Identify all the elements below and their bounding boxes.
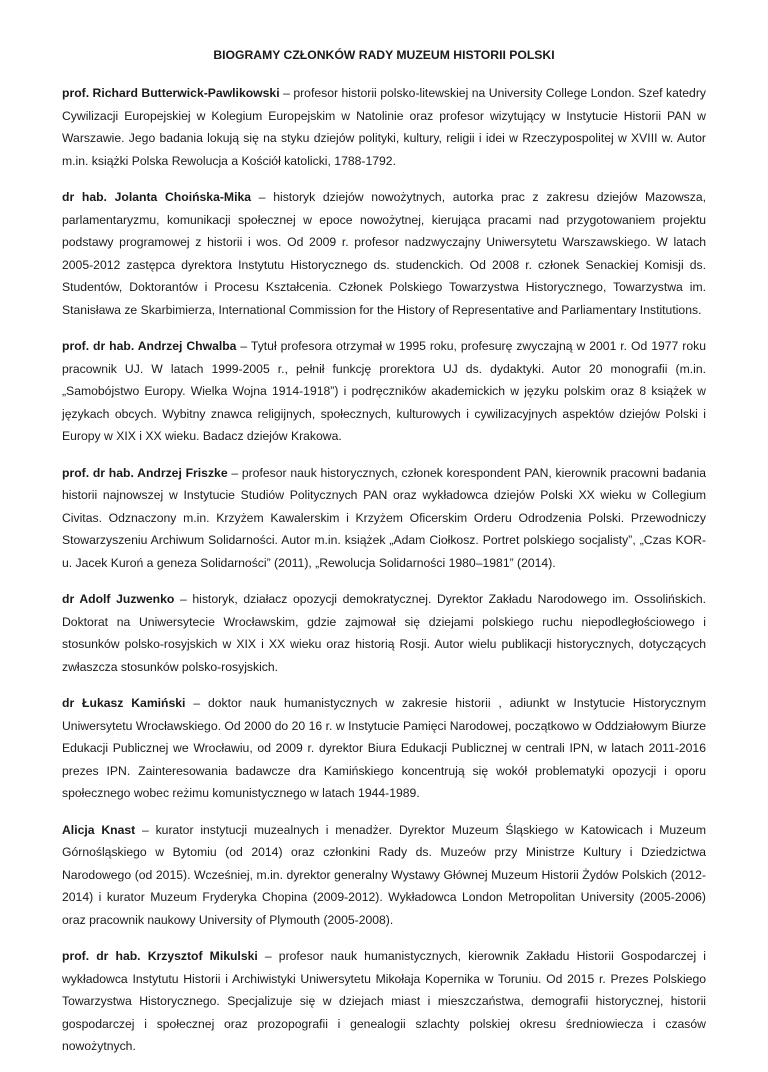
bio-text: – profesor nauk humanistycznych, kierownik Zakładu Historii Gospodarczej i wykładowca Instytutu Historii i Archiwistyki Uniwersytetu Mikołaja Kopernika w Toruniu. Od 2015 r. Prezes Polskiego Towarzystwa Historycznego. Specjalizuje się w dziejach miast i mieszczaństwa, demografii historycznej, historii gospodarczej i społecznej oraz prozopografii i genealogii szlachty polskiej okresu średniowiecza i czasów nowożytnych.	[62, 949, 706, 1053]
bio-text: – kurator instytucji muzealnych i menadżer. Dyrektor Muzeum Śląskiego w Katowicach i Muzeum Górnośląskiego w Bytomiu (od 2014) oraz członkini Rady ds. Muzeów przy Ministrze Kultury i Dziedzictwa Narodowego (od 2015). Wcześniej, m.in. dyrektor generalny Wystawy Głównej Muzeum Historii Żydów Polskich (2012-2014) i kurator Muzeum Fryderyka Chopina (2009-2012). Wykładowca London Metropolitan University (2005-2006) oraz pracownik naukowy University of Plymouth (2005-2008).	[62, 822, 706, 927]
bio-text: – profesor nauk historycznych, członek korespondent PAN, kierownik pracowni badania historii najnowszej w Instytucie Studiów Politycznych PAN oraz wykładowca dziejów Polski XX wieku w Collegium Civitas. Odznaczony m.in. Krzyżem Kawalerskim i Krzyżem Oficerskim Orderu Odrodzenia Polski. Przewodniczy Stowarzyszeniu Archiwum Solidarności. Autor m.in. książek „Adam Ciołkosz. Portret polskiego socjalisty”, „Czas KOR-u. Jacek Kuroń a geneza Solidarności” (2011), „Rewolucja Solidarności 1980–1981” (2014).	[62, 465, 706, 570]
bio-paragraph-knast	[62, 819, 706, 932]
bio-paragraph-choinska-mika	[62, 186, 706, 321]
bio-paragraph-butterwick	[62, 82, 706, 172]
bio-name: prof. Richard Butterwick-Pawlikowski	[62, 86, 280, 100]
bio-name: prof. dr hab. Krzysztof Mikulski	[62, 949, 258, 963]
bio-paragraph-kaminski	[62, 692, 706, 805]
bio-paragraph-friszke	[62, 462, 706, 575]
bio-name: dr Adolf Juzwenko	[62, 592, 175, 606]
document-title: BIOGRAMY CZŁONKÓW RADY MUZEUM HISTORII POLSKI	[213, 48, 555, 62]
bio-text: – doktor nauk humanistycznych w zakresie historii , adiunkt w Instytucie Historycznym Uniwersytetu Wrocławskiego. Od 2000 do 20 16 r. w Instytucie Pamięci Narodowej, początkowo w Oddziałowym Biurze Edukacji Publicznej we Wrocławiu, od 2009 r. dyrektor Biura Edukacji Publicznej w centrali IPN, w latach 2011-2016 prezes IPN. Zainteresowania badawcze dra Kamińskiego koncentrują się wokół problematyki opozycji i oporu społecznego wobec reżimu komunistycznego w latach 1944-1989.	[62, 696, 706, 800]
bio-paragraph-chwalba	[62, 335, 706, 448]
bio-name: dr hab. Jolanta Choińska-Mika	[62, 190, 252, 204]
bio-text: – profesor historii polsko-litewskiej na University College London. Szef katedry Cywilizacji Europejskiej w Kolegium Europejskim w Natolinie oraz profesor wizytujący w Instytucie Historii PAN w Warszawie. Jego badania lokują się na styku dziejów polityki, kultury, religii i idei w Rzeczypospolitej w XVIII w. Autor m.in. książki Polska Rewolucja a Kościół katolicki, 1788-1792.	[62, 86, 706, 168]
document-page	[62, 44, 706, 1072]
bio-text: – historyk, działacz opozycji demokratycznej. Dyrektor Zakładu Narodowego im. Ossolińskich. Doktorat na Uniwersytecie Wrocławskim, gdzie zajmował się dziejami polskiego ruchu niepodległościowego i stosunków polsko-rosyjskich w XIX i XX wieku oraz historią Rosji. Autor wielu publikacji historycznych, dotyczących zwłaszcza stosunków polsko-rosyjskich.	[62, 592, 706, 674]
bio-name: Alicja Knast	[62, 822, 136, 837]
bio-name: prof. dr hab. Andrzej Friszke	[62, 465, 228, 480]
bio-text: – Tytuł profesora otrzymał w 1995 roku, profesurę zwyczajną w 2001 r. Od 1977 roku pracownik UJ. W latach 1999-2005 r., pełnił funkcję prorektora UJ ds. dydaktyki. Autor 20 monografii (m.in. „Samobójstwo Europy. Wielka Wojna 1914-1918”) i podręczników akademickich w języku polskim oraz 8 książek w językach obcych. Wybitny znawca religijnych, społecznych, kulturowych i cywilizacyjnych aspektów dziejów Polski i Europy w XIX i XX wieku. Badacz dziejów Krakowa.	[62, 339, 706, 443]
bio-name: dr Łukasz Kamiński	[62, 696, 186, 710]
bio-text: – historyk dziejów nowożytnych, autorka prac z zakresu dziejów Mazowsza, parlamentaryzmu, komunikacji społecznej w epoce nowożytnej, kierująca pracami nad przygotowaniem projektu podstawy programowej z historii i wos. Od 2009 r. profesor nadzwyczajny Uniwersytetu Warszawskiego. W latach 2005-2012 zastępca dyrektora Instytutu Historycznego ds. studenckich. Od 2008 r. członek Senackiej Komisji ds. Studentów, Doktorantów i Procesu Kształcenia. Członek Polskiego Towarzystwa Historycznego, Towarzystwa im. Stanisława ze Skarbimierza, International Commission for the History of Representative and Parliamentary Institutions.	[62, 190, 707, 317]
bio-paragraph-mikulski	[62, 945, 706, 1058]
bio-paragraph-juzwenko	[62, 588, 706, 678]
bio-name: prof. dr hab. Andrzej Chwalba	[62, 339, 237, 353]
